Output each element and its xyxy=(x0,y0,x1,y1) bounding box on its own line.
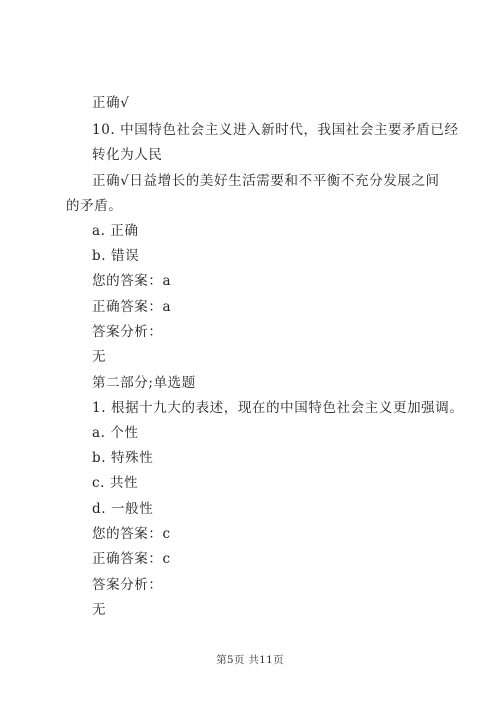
answer-correct-mark: 正确√ xyxy=(92,95,130,111)
option-a: a. 个性 xyxy=(92,425,139,441)
correct-answer: 正确答案：c xyxy=(92,551,171,567)
answer-analysis-label: 答案分析： xyxy=(92,577,163,593)
answer-analysis-text: 无 xyxy=(92,349,107,365)
option-a: a. 正确 xyxy=(92,223,139,239)
answer-analysis-label: 答案分析： xyxy=(92,324,163,340)
question-10-text-line4: 的矛盾。 xyxy=(66,198,123,214)
correct-answer: 正确答案：a xyxy=(92,299,172,315)
answer-analysis-text: 无 xyxy=(92,602,107,618)
option-b: b. 特殊性 xyxy=(92,450,154,466)
your-answer: 您的答案：c xyxy=(92,526,171,542)
question-10-text-line1: 10. 中国特色社会主义进入新时代，我国社会主要矛盾已经 xyxy=(92,122,459,138)
option-c: c. 共性 xyxy=(92,475,139,491)
question-1-text: 1. 根据十九大的表述，现在的中国特色社会主义更加强调。 xyxy=(92,400,464,416)
option-d: d. 一般性 xyxy=(92,501,154,517)
page-number-footer: 第5页 共11页 xyxy=(216,654,284,666)
section-heading: 第二部分;单选题 xyxy=(92,375,196,391)
your-answer: 您的答案：a xyxy=(92,273,172,289)
option-b: b. 错误 xyxy=(92,248,140,264)
question-10-text-line3: 正确√日益增长的美好生活需要和不平衡不充分发展之间 xyxy=(92,173,440,189)
question-10-text-line2: 转化为人民 xyxy=(92,147,163,163)
